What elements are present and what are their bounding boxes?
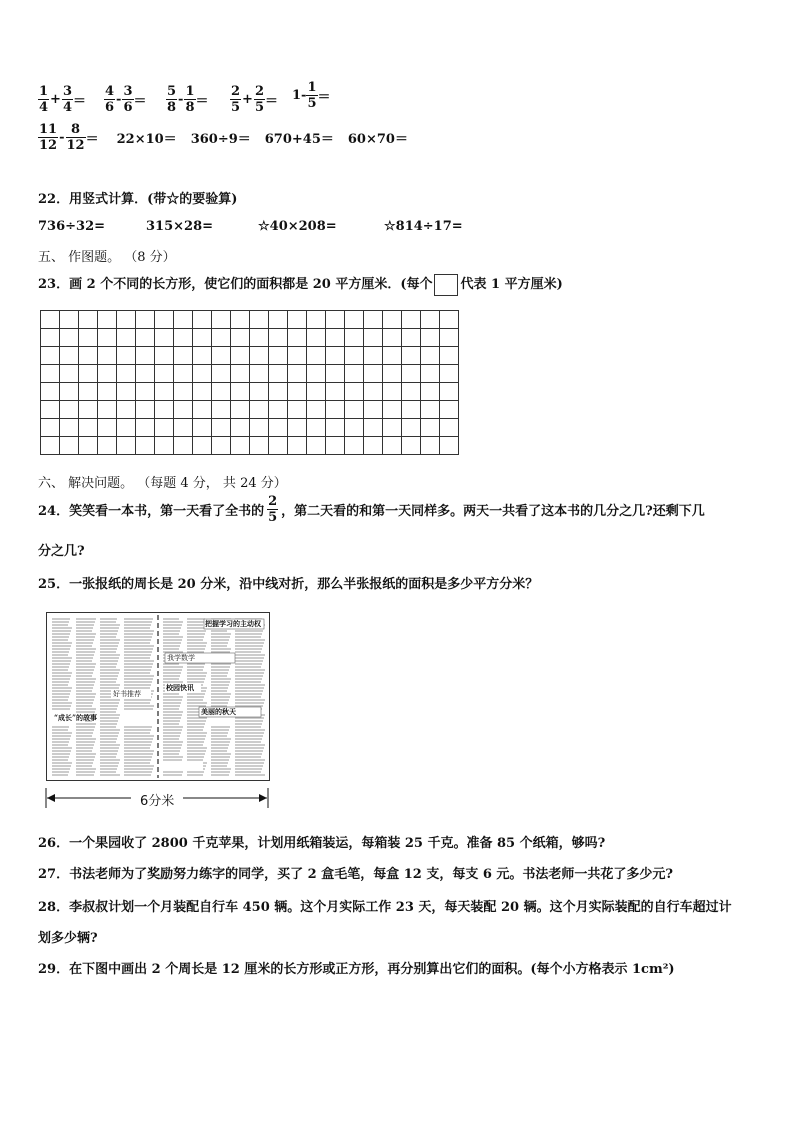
calc-expr-3: $\frac{5}{8}$ - $\frac{1}{8}$ ＝ [167,84,209,115]
question-25: 25．一张报纸的周长是 20 分米，沿中线对折，那么半张报纸的面积是多少平方分米？ [38,577,539,592]
headline: “成长”的故事 [54,713,98,722]
grid-cell[interactable] [288,383,307,401]
grid-cell[interactable] [269,365,288,383]
grid-cell[interactable] [212,401,231,419]
question-24-line2: 分之几? [38,544,85,559]
grid-cell[interactable] [193,311,212,329]
question-29: 29．在下图中画出 2 个周长是 12 厘米的长方形或正方形，再分别算出它们的面积。(每个小方格表示 1cm²) [38,962,675,977]
grid-cell[interactable] [41,347,60,365]
grid-cell[interactable] [174,383,193,401]
q22-item: ☆814÷17= [384,219,463,234]
grid-cell[interactable] [98,437,117,455]
grid-cell[interactable] [193,419,212,437]
grid-cell[interactable] [231,311,250,329]
calc-item: 360÷9＝ [190,132,251,147]
grid-cell[interactable] [402,311,421,329]
newspaper-illustration [46,612,270,781]
calc-item: 60×70＝ [347,132,408,147]
grid-cell[interactable] [383,437,402,455]
grid-cell[interactable] [212,383,231,401]
grid-cell[interactable] [136,365,155,383]
grid-cell[interactable] [117,329,136,347]
grid-cell[interactable] [250,383,269,401]
grid-cell[interactable] [41,311,60,329]
drawing-grid[interactable] [40,310,459,455]
grid-cell[interactable] [345,419,364,437]
grid-cell[interactable] [41,383,60,401]
grid-cell[interactable] [440,383,459,401]
grid-cell[interactable] [288,347,307,365]
grid-cell[interactable] [307,347,326,365]
grid-cell[interactable] [193,383,212,401]
grid-cell[interactable] [117,311,136,329]
grid-cell[interactable] [136,419,155,437]
grid-cell[interactable] [345,401,364,419]
grid-cell[interactable] [307,383,326,401]
calc-row-1 [38,80,86,115]
question-28-line2: 划多少辆? [38,931,98,946]
grid-cell[interactable] [440,329,459,347]
grid-cell[interactable] [60,437,79,455]
grid-cell[interactable] [307,329,326,347]
grid-cell[interactable] [421,311,440,329]
grid-cell[interactable] [79,437,98,455]
grid-cell[interactable] [155,437,174,455]
calc-row-2: $\frac{11}{12}$ - $\frac{8}{12}$ ＝ 22×10＝ 360÷9＝ 670+45＝ 60×70＝ [39,122,408,153]
grid-cell[interactable] [136,329,155,347]
grid-cell[interactable] [440,311,459,329]
grid-cell[interactable] [155,311,174,329]
grid-cell[interactable] [79,329,98,347]
question-28-line1: 28．李叔叔计划一个月装配自行车 450 辆。这个月实际工作 23 天，每天装配 20 辆。这个月实际装配的自行车超过计 [38,900,732,915]
grid-cell[interactable] [174,401,193,419]
grid-cell[interactable] [117,401,136,419]
grid-cell[interactable] [440,401,459,419]
grid-cell[interactable] [326,311,345,329]
grid-cell[interactable] [60,347,79,365]
grid-cell[interactable] [117,365,136,383]
grid-cell[interactable] [326,419,345,437]
q22-item: 315×28= [146,219,214,234]
grid-cell[interactable] [212,311,231,329]
headline: 美丽的秋天 [201,707,236,716]
grid-cell[interactable] [41,329,60,347]
grid-cell[interactable] [326,437,345,455]
grid-cell[interactable] [60,329,79,347]
grid-cell[interactable] [364,365,383,383]
grid-cell[interactable] [326,365,345,383]
grid-cell[interactable] [60,419,79,437]
grid-cell[interactable] [288,401,307,419]
grid-cell[interactable] [155,401,174,419]
grid-cell[interactable] [98,347,117,365]
grid-cell[interactable] [231,401,250,419]
grid-cell[interactable] [212,365,231,383]
grid-cell[interactable] [307,311,326,329]
calc-expr-5: 1- $\frac{1}{5}$ ＝ [292,80,331,111]
grid-cell[interactable] [421,437,440,455]
grid-cell[interactable] [98,419,117,437]
grid-cell[interactable] [193,329,212,347]
question-23: 23．画 2 个不同的长方形，使它们的面积都是 20 平方厘米．(每个 代表 1 平方厘米) [38,273,563,297]
grid-cell[interactable] [269,311,288,329]
grid-cell[interactable] [79,311,98,329]
grid-cell[interactable] [117,347,136,365]
grid-cell[interactable] [231,365,250,383]
grid-cell[interactable] [402,383,421,401]
grid-cell[interactable] [155,329,174,347]
grid-cell[interactable] [212,329,231,347]
grid-cell[interactable] [136,347,155,365]
grid-cell[interactable] [288,329,307,347]
grid-cell[interactable] [250,347,269,365]
grid-cell[interactable] [98,383,117,401]
grid-cell[interactable] [326,329,345,347]
grid-cell[interactable] [155,419,174,437]
calc-expr-4: $\frac{2}{5}$ + $\frac{2}{5}$ ＝ [231,84,279,115]
grid-cell[interactable] [440,365,459,383]
grid-cell[interactable] [345,329,364,347]
grid-cell[interactable] [174,365,193,383]
grid-cell[interactable] [60,311,79,329]
grid-cell[interactable] [155,365,174,383]
grid-cell[interactable] [136,383,155,401]
grid-cell[interactable] [269,383,288,401]
grid-cell[interactable] [155,383,174,401]
headline: 好书推荐 [113,690,141,698]
grid-cell[interactable] [364,383,383,401]
grid-cell[interactable] [288,365,307,383]
grid-cell[interactable] [269,437,288,455]
grid-cell[interactable] [269,329,288,347]
grid-cell[interactable] [231,419,250,437]
grid-cell[interactable] [402,437,421,455]
calc-expr-1: $\frac{1}{4}$ + $\frac{3}{4}$ ＝ [39,84,87,115]
calc-expr-2: $\frac{4}{6}$ - $\frac{3}{6}$ ＝ [105,84,147,115]
grid-cell[interactable] [402,401,421,419]
grid-cell[interactable] [421,347,440,365]
q22-item: ☆40×208= [258,219,337,234]
grid-cell[interactable] [41,437,60,455]
grid-cell[interactable] [345,383,364,401]
grid-cell[interactable] [117,419,136,437]
grid-cell[interactable] [326,347,345,365]
grid-cell[interactable] [212,437,231,455]
grid-cell[interactable] [79,365,98,383]
grid-cell[interactable] [98,401,117,419]
grid-cell[interactable] [212,347,231,365]
unit-square-icon [434,274,458,296]
calc-item: 22×10＝ [116,132,177,147]
grid-cell[interactable] [60,383,79,401]
grid-cell[interactable] [60,401,79,419]
grid-cell[interactable] [98,365,117,383]
grid-cell[interactable] [402,347,421,365]
grid-cell[interactable] [79,419,98,437]
grid-cell[interactable] [440,419,459,437]
grid-cell[interactable] [174,311,193,329]
grid-cell[interactable] [345,437,364,455]
grid-cell[interactable] [440,347,459,365]
grid-cell[interactable] [250,365,269,383]
grid-cell[interactable] [288,419,307,437]
grid-cell[interactable] [212,419,231,437]
grid-cell[interactable] [193,437,212,455]
grid-cell[interactable] [174,419,193,437]
grid-cell[interactable] [326,383,345,401]
grid-cell[interactable] [193,401,212,419]
grid-cell[interactable] [421,419,440,437]
grid-cell[interactable] [136,401,155,419]
grid-cell[interactable] [231,329,250,347]
grid-cell[interactable] [307,437,326,455]
grid-cell[interactable] [193,347,212,365]
grid-cell[interactable] [383,419,402,437]
grid-cell[interactable] [440,437,459,455]
grid-cell[interactable] [250,437,269,455]
grid-cell[interactable] [364,311,383,329]
grid-cell[interactable] [421,383,440,401]
grid-cell[interactable] [383,383,402,401]
grid-cell[interactable] [383,311,402,329]
grid-cell[interactable] [155,347,174,365]
grid-cell[interactable] [269,419,288,437]
question-22-title: 22．用竖式计算．(带☆的要验算) [38,192,238,207]
grid-cell[interactable] [402,329,421,347]
grid-cell[interactable] [250,311,269,329]
grid-cell[interactable] [383,365,402,383]
grid-cell[interactable] [193,365,212,383]
grid-cell[interactable] [307,419,326,437]
section-5-heading: 五、 作图题。 （8 分） [38,250,176,265]
grid-cell[interactable] [307,365,326,383]
grid-cell[interactable] [383,347,402,365]
grid-cell[interactable] [421,329,440,347]
grid-cell[interactable] [364,401,383,419]
question-27: 27．书法老师为了奖励努力练字的同学，买了 2 盒毛笔，每盒 12 支，每支 6 元。书法老师一共花了多少元? [38,867,674,882]
grid-cell[interactable] [79,347,98,365]
grid-cell[interactable] [250,419,269,437]
grid-cell[interactable] [136,437,155,455]
grid-cell[interactable] [117,383,136,401]
grid-cell[interactable] [174,347,193,365]
grid-cell[interactable] [326,401,345,419]
grid-cell[interactable] [402,365,421,383]
headline: 校园快讯 [166,683,194,692]
grid-cell[interactable] [117,437,136,455]
grid-cell[interactable] [79,383,98,401]
dimension-label: 6分米 [140,794,175,809]
grid-cell[interactable] [383,401,402,419]
grid-cell[interactable] [250,401,269,419]
grid-cell[interactable] [288,311,307,329]
grid-cell[interactable] [364,329,383,347]
headline: 我学数学 [167,654,195,662]
newspaper-texture [47,613,269,780]
grid-cell[interactable] [402,419,421,437]
grid-cell[interactable] [174,437,193,455]
grid-cell[interactable] [345,347,364,365]
grid-cell[interactable] [421,401,440,419]
q22-item: 736÷32= [38,219,106,234]
grid-cell[interactable] [231,347,250,365]
grid-cell[interactable] [345,311,364,329]
grid-cell[interactable] [231,383,250,401]
grid-cell[interactable] [288,437,307,455]
grid-cell[interactable] [364,347,383,365]
grid-cell[interactable] [41,419,60,437]
grid-cell[interactable] [364,419,383,437]
question-26: 26．一个果园收了 2800 千克苹果，计划用纸箱装运，每箱装 25 千克。准备 85 个纸箱，够吗? [38,836,606,851]
headline: 把握学习的主动权 [205,619,261,628]
grid-cell[interactable] [307,401,326,419]
grid-cell[interactable] [60,365,79,383]
grid-cell[interactable] [41,365,60,383]
grid-cell[interactable] [345,365,364,383]
question-24: 24．笑笑看一本书，第一天看了全书的 $\frac{2}{5}$ ，第二天看的和第一天同样多。两天一共看了这本书的几分之几?还剩下几 [38,494,705,525]
grid-cell[interactable] [269,347,288,365]
grid-cell[interactable] [174,329,193,347]
calc-item: 670+45＝ [264,132,334,147]
grid-cell[interactable] [41,401,60,419]
grid-cell[interactable] [79,401,98,419]
grid-cell[interactable] [269,401,288,419]
grid-cell[interactable] [231,437,250,455]
grid-cell[interactable] [136,311,155,329]
grid-cell[interactable] [383,329,402,347]
grid-cell[interactable] [364,437,383,455]
grid-cell[interactable] [98,311,117,329]
section-6-heading: 六、 解决问题。 （每题 4 分， 共 24 分） [38,476,287,491]
grid-cell[interactable] [421,365,440,383]
grid-cell[interactable] [98,329,117,347]
grid-cell[interactable] [250,329,269,347]
